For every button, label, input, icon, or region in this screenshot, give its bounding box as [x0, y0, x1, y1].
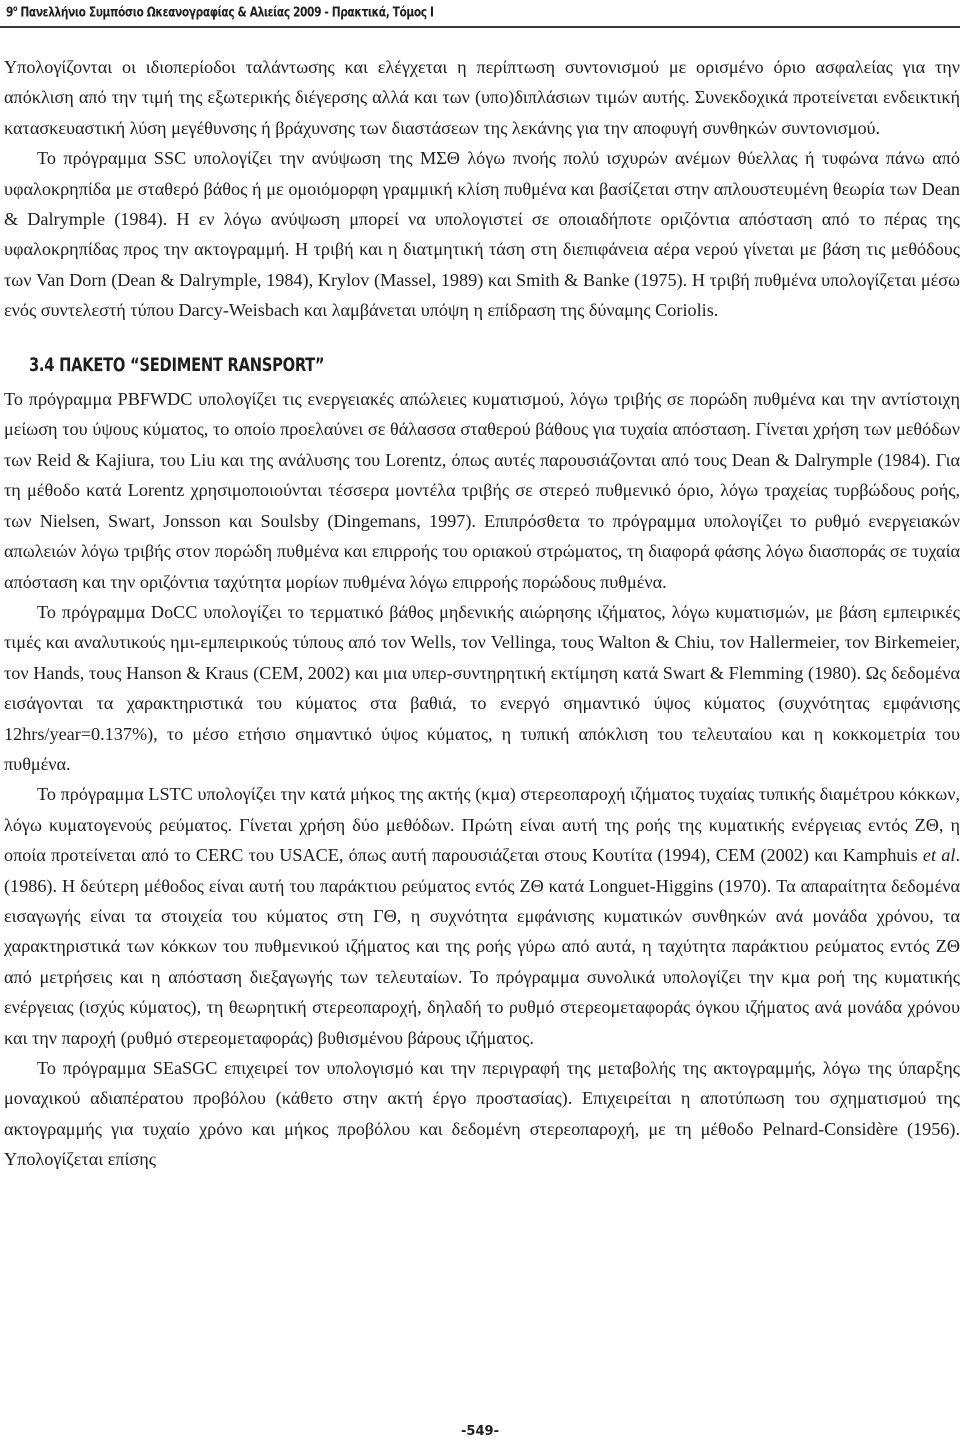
paragraph: Το πρόγραμμα DoCC υπολογίζει το τερματικό βάθος μηδενικής αιώρησης ιζήματος, λόγω κυματισμών, με βάση εμπειρικές τιμές και αναλυτικούς ημι-εμπειρικούς τύπους από τον Wells, τον Vellinga, τους Walton & Chiu, τον Hallermeier, τον Birkemeier, τον Hands, τους Hanson & Kraus (CEM, 2002) και μια υπερ-συντηρητική εκτίμηση κατά Swart & Flemming (1980). Ως δεδομένα εισάγονται τα χαρακτηριστικά του κύματος στα βαθιά, το ενεργό σημαντικό ύψος κύματος (συχνότητας εμφάνισης 12hrs/year=0.137%), το μέσο ετήσιο σημαντικό ύψος κύματος, η τυπική απόκλιση του τελευταίου και η κοκκομετρία του πυθμένα.: [4, 601, 960, 774]
main-text: [4, 52, 960, 1175]
paragraph-text: Το πρόγραμμα LSTC υπολογίζει την κατά μήκος της ακτής (κμα) στερεοπαροχή ιζήματος τυχαίας τυπικής διαμέτρου κόκκων, λόγω κυματογενούς ρεύματος. Γίνεται χρήση δύο μεθόδων. Πρώτη είναι αυτή της ροής της κυματικής ενέργειας εντός ΖΘ, η οποία προτείνεται από το CERC του USACE, όπως αυτή παρουσιάζεται στους Κουτίτα (1994), CEM (2002) και Kamphuis: [4, 784, 960, 866]
page-number: -549-: [461, 1424, 499, 1439]
italic-text: et al: [922, 845, 956, 866]
section-heading: 3.4 ΠΑΚΕΤΟ “SEDIMENT RANSPORT”: [28, 353, 325, 376]
paragraph: Το πρόγραμμα PBFWDC υπολογίζει τις ενεργειακές απώλειες κυματισμού, λόγω τριβής σε πορώδη πυθμένα και την αντίστοιχη μείωση του ύψους κύματος, το οποίο προελαύνει σε θάλασσα σταθερού βάθους για τυχαία απόσταση. Γίνεται χρήση των μεθόδων των Reid & Kajiura, του Liu και της ανάλυσης του Lorentz, όπως αυτές παρουσιάζονται από τους Dean & Dalrymple (1984). Για τη μέθοδο κατά Lorentz χρησιμοποιούνται τέσσερα μοντέλα τριβής σε στερεό πυθμενικό όριο, λόγω τραχείας τυρβώδους ροής, των Nielsen, Swart, Jonsson και Soulsby (Dingemans, 1997). Επιπρόσθετα το πρόγραμμα υπολογίζει το ρυθμό ενεργειακών απωλειών λόγω τριβής στον πορώδη πυθμένα και επιρροής του οριακού στρώματος, τη διαφορά φάσης λόγω διασποράς σε τυχαία απόσταση και την οριζόντια ταχύτητα μορίων πυθμένα λόγω επιρροής πορώδους πυθμένα.: [4, 389, 960, 592]
paragraph: [4, 779, 960, 1053]
header-number: 9: [6, 5, 14, 21]
paragraph-text: . (1986). Η δεύτερη μέθοδος είναι αυτή του παράκτιου ρεύματος εντός ΖΘ κατά Longuet-Higgins (1970). Τα απαραίτητα δεδομένα εισαγωγής είναι τα στοιχεία του κύματος στη ΓΘ, η συχνότητα εμφάνισης κυματικών συνθηκών ανά μονάδα χρόνου, τα χαρακτηριστικά των κόκκων του πυθμενικού ιζήματος και της ροής γύρω από αυτά, η ταχύτητα παράκτιου ρεύματος εντός ΖΘ από μετρήσεις και η απόσταση διεξαγωγής των τελευταίων. Το πρόγραμμα συνολικά υπολογίζει την κμα ροή της κυματικής ενέργειας (ισχύς κύματος), τη θεωρητική στερεοπαροχή, δηλαδή το ρυθμό στερεομεταφοράς όγκου ιζήματος ανά μονάδα χρόνου και την παροχή (ρυθμό στερεομεταφοράς) βυθισμένου βάρους ιζήματος.: [4, 845, 960, 1048]
header-divider: [0, 26, 960, 28]
paragraph: Το πρόγραμμα SSC υπολογίζει την ανύψωση της ΜΣΘ λόγω πνοής πολύ ισχυρών ανέμων θύελλας ή τυφώνα πάνω από υφαλοκρηπίδα με σταθερό βάθος ή με ομοιόμορφη γραμμική κλίση πυθμένα και βασίζεται στην απλουστευμένη θεωρία των Dean & Dalrymple (1984). Η εν λόγω ανύψωση μπορεί να υπολογιστεί σε οποιαδήποτε οριζόντια απόσταση από το πέρας της υφαλοκρηπίδας προς την ακτογραμμή. Η τριβή και η διατμητική τάση στη διεπιφάνεια αέρα νερού γίνεται με βάση τις μεθόδους των Van Dorn (Dean & Dalrymple, 1984), Krylov (Massel, 1989) και Smith & Banke (1975). Η τριβή πυθμένα υπολογίζεται μέσω ενός συντελεστή τύπου Darcy-Weisbach και λαμβάνεται υπόψη η επίδραση της δύναμης Coriolis.: [4, 148, 960, 321]
paragraph: Υπολογίζονται οι ιδιοπερίοδοι ταλάντωσης και ελέγχεται η περίπτωση συντονισμού με ορισμένο όριο ασφαλείας για την απόκλιση από την τιμή της εξωτερικής διέγερσης αλλά και των (υπο)διπλάσιων τιμών αυτής. Συνεκδοχικά προτείνεται ενδεικτική κατασκευαστική λύση μεγέθυνσης ή βράχυνσης των διαστάσεων της λεκάνης για την αποφυγή συνθηκών συντονισμού.: [4, 57, 960, 138]
paragraph: Το πρόγραμμα SEaSGC επιχειρεί τον υπολογισμό και την περιγραφή της μεταβολής της ακτογραμμής, λόγω της ύπαρξης μοναχικού αδιαπέρατου προβόλου (κάθετο στην ακτή έργο προστασίας). Επιχειρείται η αποτύπωση του σχηματισμού της ακτογραμμής για τυχαίο χρόνο και μήκος προβόλου και δεδομένη στερεοπαροχή, με τη μέθοδο Pelnard-Considère (1956). Υπολογίζεται επίσης: [4, 1058, 960, 1170]
running-header: [6, 4, 434, 20]
header-superscript: ο: [13, 4, 18, 13]
header-title: Πανελλήνιο Συμπόσιο Ωκεανογραφίας & Αλιείας 2009 - Πρακτικά, Τόμος Ι: [17, 5, 434, 21]
